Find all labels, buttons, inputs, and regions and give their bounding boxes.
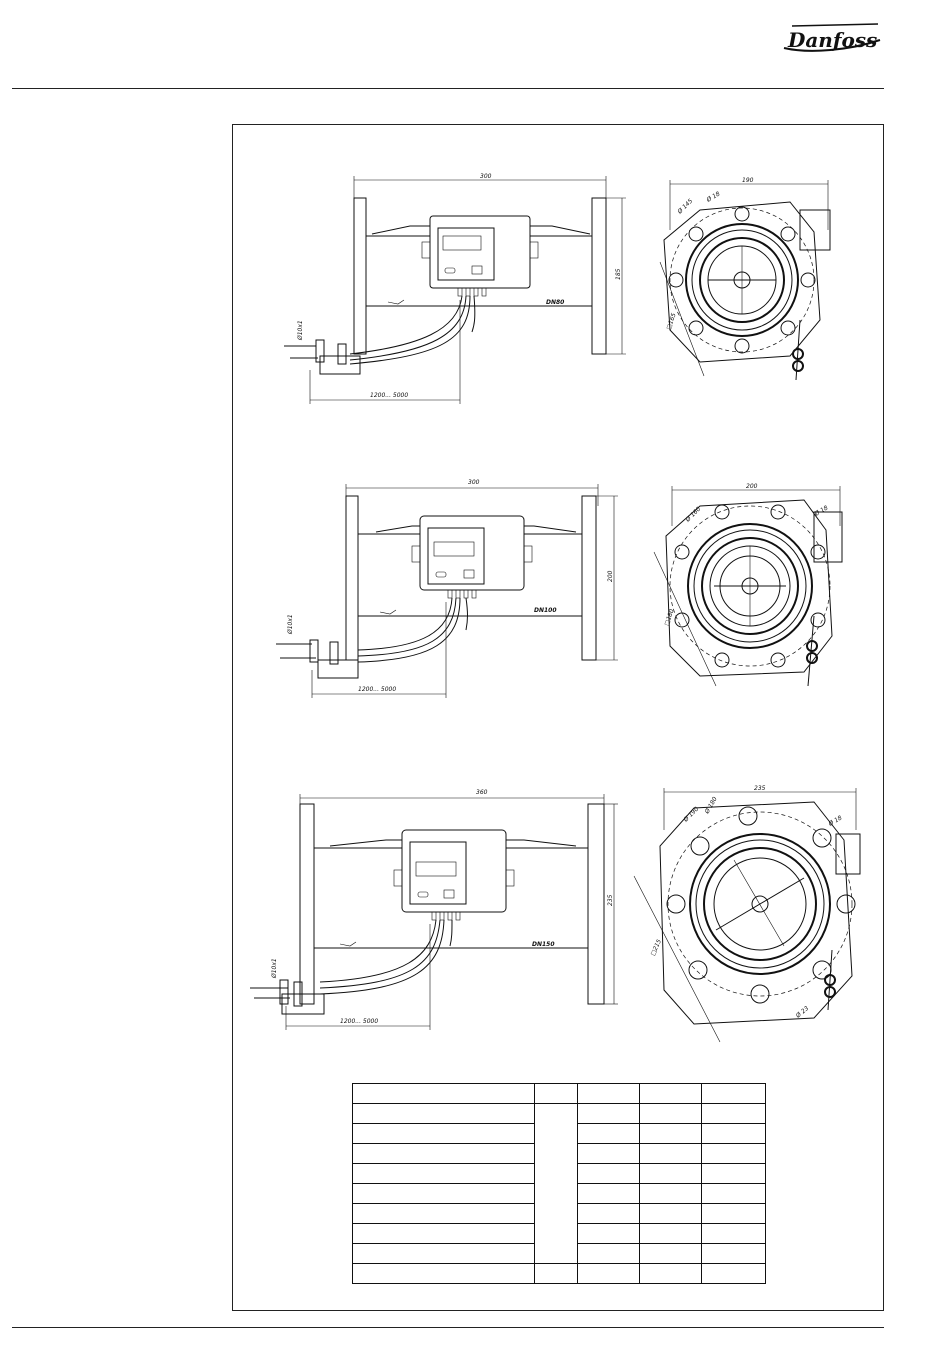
length-label: 300 (468, 479, 480, 486)
dn-label: DN80 (546, 299, 565, 306)
length-label: 360 (476, 789, 488, 796)
bolt-circle-label: Ø 190 (682, 805, 701, 824)
height-label: 185 (615, 268, 622, 280)
table-row (353, 1264, 766, 1284)
diagonal-label: □165 (665, 312, 678, 331)
table-header-row (353, 1084, 766, 1104)
flange-width-label: 190 (742, 177, 754, 184)
bolt-circle-label: Ø 160 (684, 505, 703, 524)
dn-label: DN100 (534, 607, 557, 614)
bolt-circle-label-2: Ø 180 (703, 795, 719, 815)
side-view-2 (272, 476, 632, 706)
cable-label: 1200... 5000 (340, 1018, 379, 1025)
dn-label: DN150 (532, 941, 555, 948)
height-label: 200 (607, 570, 614, 582)
footer-rule (12, 1327, 884, 1328)
hole-label: Ø 18 (705, 190, 722, 204)
hole-label: Ø 18 (827, 814, 844, 828)
diagonal-label: □180 (663, 608, 676, 627)
sensor-label: Ø10x1 (297, 320, 304, 340)
end-view-2 (636, 476, 846, 696)
end-view-1 (640, 170, 840, 390)
danfoss-logo (780, 18, 885, 58)
sensor-label: Ø10x1 (271, 958, 278, 978)
table-row (353, 1104, 766, 1124)
cable-label: 1200... 5000 (370, 392, 409, 399)
diagonal-label: □215 (649, 938, 664, 957)
side-view-3 (246, 786, 626, 1036)
flange-width-label: 200 (746, 483, 758, 490)
sensor-label: Ø10x1 (287, 614, 294, 634)
hole-label-2: Ø 23 (794, 1005, 811, 1020)
specification-table (352, 1083, 766, 1284)
length-label: 300 (480, 173, 492, 180)
header-rule (12, 88, 884, 89)
bolt-circle-label: Ø 145 (676, 197, 695, 216)
hole-label: Ø 18 (813, 504, 830, 518)
height-label: 235 (607, 894, 614, 906)
end-view-3 (624, 780, 864, 1050)
flange-width-label: 235 (754, 785, 766, 792)
side-view-1 (280, 170, 640, 410)
cable-label: 1200... 5000 (358, 686, 397, 693)
svg-text:Danfoss: Danfoss (788, 28, 878, 52)
